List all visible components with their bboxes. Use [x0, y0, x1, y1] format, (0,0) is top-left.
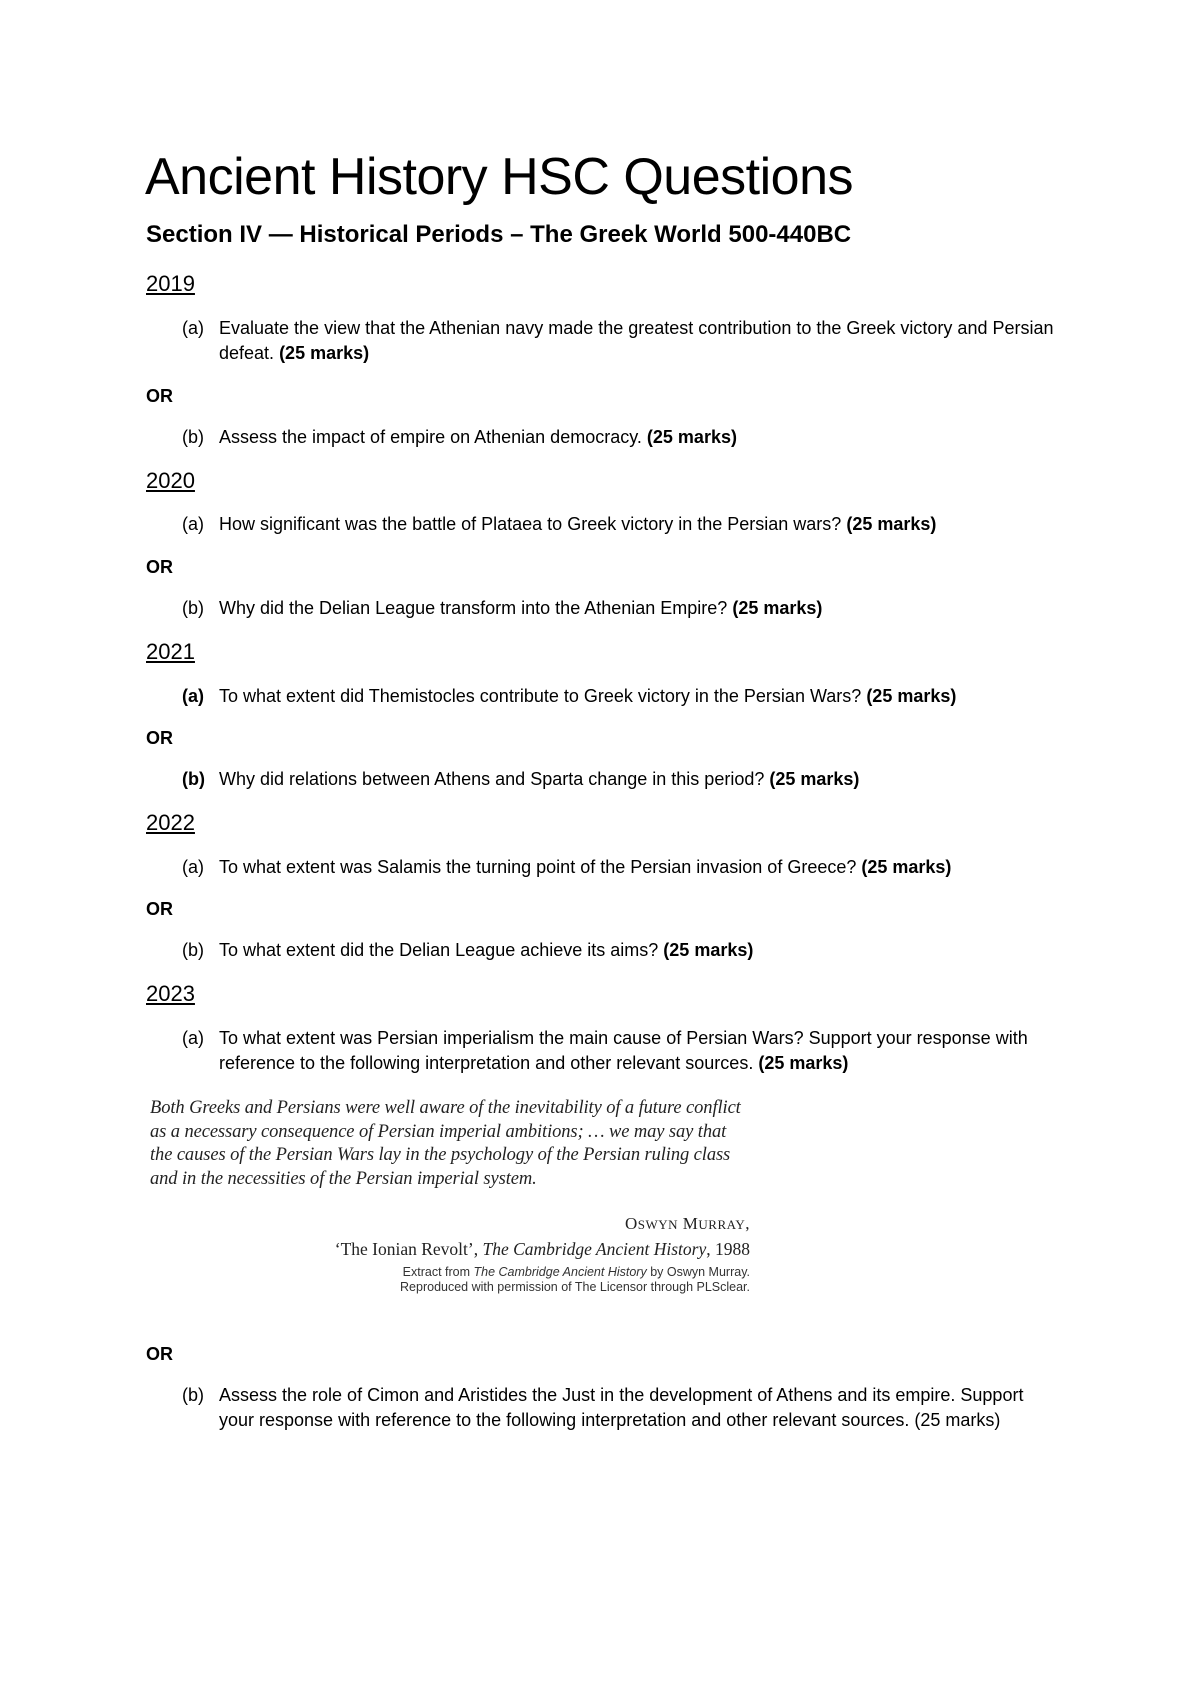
question-letter: (b) [182, 769, 205, 789]
question-2021-b [182, 767, 1062, 792]
question-text: To what extent did the Delian League achieve its aims? [219, 940, 659, 960]
question-marks: (25 marks) [663, 940, 754, 960]
quote-text: Both Greeks and Persians were well aware of the inevitability of a future conflict as a necessary consequence of Persian imperial ambitions; … we may say that the causes of the Persian Wars lay in the psychology of the Persian ruling class and in the necessities of the Persian imperial system. [150, 1098, 741, 1189]
question-2023-a [182, 1026, 1062, 1076]
question-2022-b [182, 938, 1062, 963]
question-letter: (a) [182, 857, 204, 877]
or-divider: OR [146, 899, 173, 919]
quote-source: ‘The Ionian Revolt’, The Cambridge Ancient History, 1988 [334, 1239, 750, 1259]
question-letter: (b) [182, 598, 204, 618]
question-2019-a [182, 316, 1062, 366]
or-divider: OR [146, 1344, 173, 1364]
question-text: How significant was the battle of Plataea to Greek victory in the Persian wars? [219, 514, 842, 534]
year-heading-2020: 2020 [146, 468, 195, 493]
year-heading-2023: 2023 [146, 981, 195, 1006]
question-text: To what extent was Persian imperialism the main cause of Persian Wars? Support your response with reference to the following interpretation and other relevant sources. [219, 1028, 1028, 1073]
question-2020-b [182, 596, 1062, 621]
question-text: To what extent was Salamis the turning point of the Persian invasion of Greece? [219, 857, 857, 877]
question-2021-a [182, 684, 1062, 709]
question-marks: (25 marks) [732, 598, 823, 618]
year-heading-2019: 2019 [146, 271, 195, 296]
question-text: Evaluate the view that the Athenian navy made the greatest contribution to the Greek victory and Persian defeat. [219, 318, 1054, 363]
question-marks: (25 marks) [846, 514, 937, 534]
question-letter: (a) [182, 318, 204, 338]
question-marks: (25 marks) [914, 1410, 1001, 1430]
question-letter: (a) [182, 514, 204, 534]
question-2023-b [182, 1383, 1062, 1433]
question-letter: (b) [182, 940, 204, 960]
year-heading-2021: 2021 [146, 639, 195, 664]
question-marks: (25 marks) [861, 857, 952, 877]
question-2020-a [182, 512, 1062, 537]
section-heading: Section IV — Historical Periods – The Greek World 500-440BC [146, 221, 852, 248]
question-text: Why did the Delian League transform into the Athenian Empire? [219, 598, 728, 618]
question-marks: (25 marks) [769, 769, 860, 789]
page-title: Ancient History HSC Questions [145, 148, 853, 206]
question-marks: (25 marks) [646, 427, 737, 447]
question-marks: (25 marks) [758, 1053, 849, 1073]
question-letter: (a) [182, 1028, 204, 1048]
question-text: To what extent did Themistocles contribute to Greek victory in the Persian Wars? [219, 686, 862, 706]
question-2019-b [182, 425, 1062, 450]
question-letter: (b) [182, 1385, 204, 1405]
or-divider: OR [146, 728, 173, 748]
question-text: Assess the impact of empire on Athenian democracy. [219, 427, 642, 447]
question-marks: (25 marks) [866, 686, 957, 706]
question-letter: (b) [182, 427, 204, 447]
interpretation-extract [150, 1097, 750, 1294]
question-text: Assess the role of Cimon and Aristides the Just in the development of Athens and its empire. Support your response with reference to the following interpretation and other relevant sources. [219, 1385, 1024, 1430]
question-letter: (a) [182, 686, 204, 706]
question-text: Why did relations between Athens and Sparta change in this period? [219, 769, 765, 789]
quote-permission-credit: Extract from The Cambridge Ancient History by Oswyn Murray. Reproduced with permission of The Licensor through PLSclear. [400, 1265, 750, 1294]
year-heading-2022: 2022 [146, 810, 195, 835]
or-divider: OR [146, 557, 173, 577]
or-divider: OR [146, 386, 173, 406]
question-2022-a [182, 855, 1062, 880]
question-marks: (25 marks) [279, 343, 370, 363]
quote-author: OSWYN MURRAY, [624, 1214, 750, 1233]
